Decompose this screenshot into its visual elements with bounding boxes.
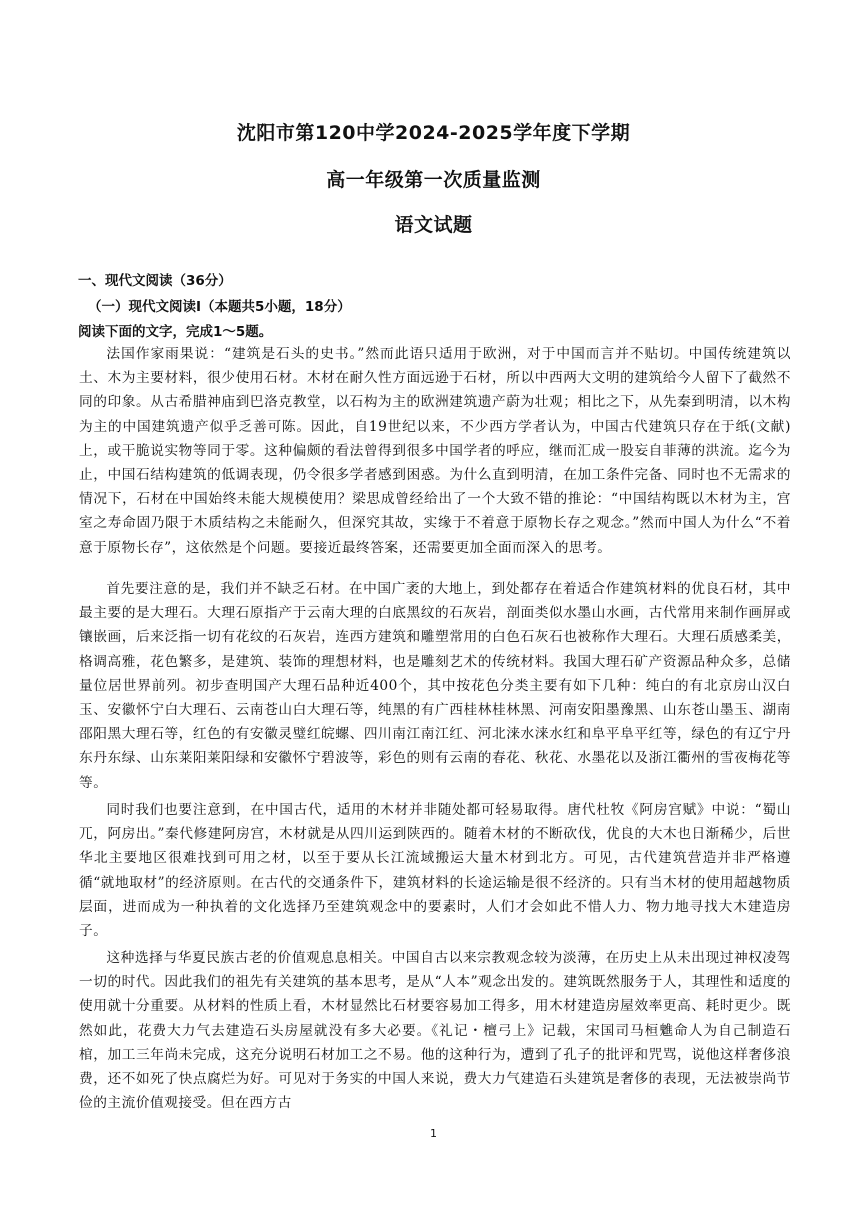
paragraph-text: 首先要注意的是，我们并不缺乏石材。在中国广袤的大地上，到处都存在着适合作建筑材料的优良石材，其中最主要的是大理石。大理石原指产于云南大理的白底黑纹的石灰岩，剖面类似水墨山水画，古代常用来制作画屏或镶嵌画，后来泛指一切有花纹的石灰岩，连西方建筑和雕塑常用的白色石灰石也被称作大理石。大理石质感柔美，格调高雅，花色繁多，是建筑、装饰的理想材料，也是雕刻艺术的传统材料。我国大理石矿产资源品种众多，总储量位居世界前列。初步查明国产大理石品种近400个，其中按花色分类主要有如下几种：纯白的有北京房山汉白玉、安徽怀宁白大理石、云南苍山白大理石等，纯黑的有广西桂林桂林黑、河南安阳墨豫黑、山东苍山墨玉、湖南邵阳黑大理石等，红色的有安徽灵璧红皖螺、四川南江南江红、河北涞水涞水红和阜平阜平红等，绿色的有辽宁丹东丹东绿、山东莱阳莱阳绿和安徽怀宁碧波等，彩色的则有云南的春花、秋花、水墨花以及浙江衢州的雪夜梅花等等。 <box>79 581 791 791</box>
exam-title-grade: 高一年级第一次质量监测 <box>326 169 541 191</box>
passage-paragraph-1 <box>79 342 791 560</box>
subsection-heading: （一）现代文阅读Ⅰ（本题共5小题，18分） <box>88 299 351 315</box>
exam-title-subject: 语文试题 <box>394 214 473 236</box>
reading-instruction: 阅读下面的文字，完成1～5题。 <box>78 324 273 340</box>
passage-paragraph-2 <box>79 577 791 795</box>
exam-title-school: 沈阳市第120中学2024-2025学年度下学期 <box>236 122 631 144</box>
passage-paragraph-4 <box>79 946 791 1115</box>
passage-paragraph-3 <box>79 798 791 943</box>
paragraph-text: 同时我们也要注意到，在中国古代，适用的木材并非随处都可轻易取得。唐代杜牧《阿房宫赋》中说：“蜀山兀，阿房出。”秦代修建阿房宫，木材就是从四川运到陕西的。随着木材的不断砍伐，优良的大木也日渐稀少，后世华北主要地区很难找到可用之材，以至于要从长江流域搬运大量木材到北方。可见，古代建筑营造并非严格遵循“就地取材”的经济原则。在古代的交通条件下，建筑材料的长途运输是很不经济的。只有当木材的使用超越物质层面，进而成为一种执着的文化选择乃至建筑观念中的要素时，人们才会如此不惜人力、物力地寻找大木建造房子。 <box>79 802 791 940</box>
page-number: 1 <box>430 1127 437 1140</box>
paragraph-text: 这种选择与华夏民族古老的价值观息息相关。中国自古以来宗教观念较为淡薄，在历史上从未出现过神权凌驾一切的时代。因此我们的祖先有关建筑的基本思考，是从“人本”观念出发的。建筑既然服务于人，其理性和适度的使用就十分重要。从材料的性质上看，木材显然比石材要容易加工得多，用木材建造房屋效率更高、耗时更少。既然如此，花费大力气去建造石头房屋就没有多大必要。《礼记・檀弓上》记载，宋国司马桓魋命人为自己制造石棺，加工三年尚未完成，这充分说明石材加工之不易。他的这种行为，遭到了孔子的批评和咒骂，说他这样奢侈浪费，还不如死了快点腐烂为好。可见对于务实的中国人来说，费大力气建造石头建筑是奢侈的表现，无法被崇尚节俭的主流价值观接受。但在西方古 <box>79 950 791 1112</box>
section-heading: 一、现代文阅读（36分） <box>78 273 232 289</box>
paragraph-text: 法国作家雨果说：“建筑是石头的史书。”然而此语只适用于欧洲，对于中国而言并不贴切。中国传统建筑以土、木为主要材料，很少使用石材。木材在耐久性方面远逊于石材，所以中西两大文明的建筑给今人留下了截然不同的印象。从古希腊神庙到巴洛克教堂，以石构为主的欧洲建筑遗产蔚为壮观；相比之下，从先秦到明清，以木构为主的中国建筑遗产似乎乏善可陈。因此，自19世纪以来，不少西方学者认为，中国古代建筑只存在于纸(文献)上，或干脆说实物等同于零。这种偏颇的看法曾得到很多中国学者的呼应，继而汇成一股妄自菲薄的洪流。迄今为止，中国石结构建筑的低调表现，仍令很多学者感到困惑。为什么直到明清，在加工条件完备、同时也不无需求的情况下，石材在中国始终未能大规模使用？梁思成曾经给出了一个大致不错的推论：“中国结构既以木材为主，宫室之寿命固乃限于木质结构之未能耐久，但深究其故，实缘于不着意于原物长存之观念。”然而中国人为什么“不着意于原物长存”，这依然是个问题。要接近最终答案，还需要更加全面而深入的思考。 <box>79 346 791 556</box>
